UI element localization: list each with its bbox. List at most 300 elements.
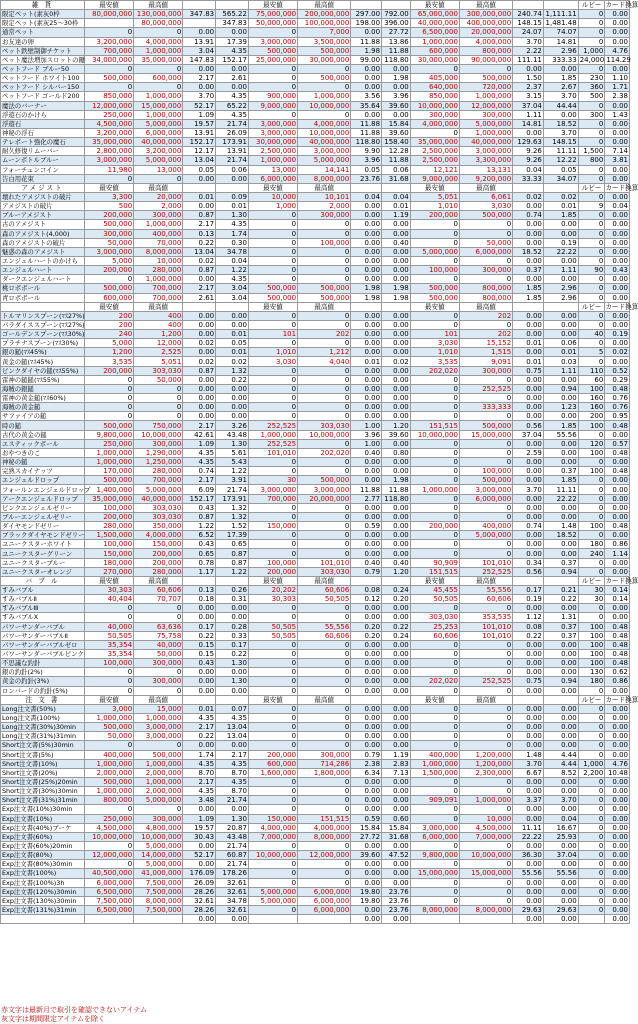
value-cell: 0.00: [351, 878, 382, 887]
item-row: [1, 823, 630, 832]
value-cell: 0: [459, 841, 512, 850]
value-cell: 10,000,000: [248, 851, 297, 860]
value-cell: 0.00: [351, 841, 382, 850]
value-cell: 0: [248, 613, 297, 622]
value-cell: 44.44: [543, 101, 578, 110]
value-cell: 10,000,000: [134, 832, 183, 841]
value-cell: 0: [85, 275, 134, 284]
column-header: 最高値: [459, 1, 512, 10]
value-cell: 34.78: [216, 896, 249, 905]
value-cell: 0: [410, 723, 459, 732]
value-cell: 0.33: [216, 631, 249, 640]
value-cell: 2.77: [351, 494, 382, 503]
value-cell: 0.00: [543, 787, 578, 796]
value-cell: 0: [578, 10, 605, 19]
value-cell: 1,000,000: [410, 37, 459, 46]
value-cell: 0.00: [382, 311, 411, 320]
blank-cell: [382, 302, 411, 311]
value-cell: 158.40: [382, 138, 411, 147]
value-cell: 0.79: [351, 750, 382, 759]
value-cell: 400: [134, 311, 183, 320]
value-cell: 180: [578, 677, 605, 686]
value-cell: 3,500,000: [298, 37, 351, 46]
value-cell: 0.01: [382, 202, 411, 211]
value-cell: 700,000: [134, 476, 183, 485]
item-row: [1, 787, 630, 796]
value-cell: 0.00: [543, 896, 578, 905]
value-cell: 0: [578, 192, 605, 201]
value-cell: 100,000: [248, 558, 297, 567]
value-cell: 360: [578, 83, 605, 92]
value-cell: 250,000: [85, 439, 134, 448]
value-cell: 6,000,000: [298, 905, 351, 914]
value-cell: 0.00: [605, 485, 630, 494]
value-cell: 3,200,000: [134, 147, 183, 156]
value-cell: 0.00: [605, 192, 630, 201]
value-cell: 202: [298, 330, 351, 339]
value-cell: 1,200,000: [459, 759, 512, 768]
value-cell: 12.22: [543, 156, 578, 165]
value-cell: 0.56: [513, 421, 544, 430]
value-cell: 0.00: [382, 503, 411, 512]
value-cell: 0.00: [183, 174, 216, 183]
value-cell: 0.00: [513, 896, 544, 905]
value-cell: 1.85: [543, 421, 578, 430]
column-header: 最安値: [410, 302, 459, 311]
value-cell: 21.74: [216, 485, 249, 494]
value-cell: 40,000,000: [459, 138, 512, 147]
value-cell: 1,000,000: [134, 110, 183, 119]
value-cell: 0: [298, 787, 351, 796]
item-name: 時の鎚: [1, 421, 85, 430]
value-cell: 1.20: [382, 567, 411, 576]
value-cell: 15.84: [351, 823, 382, 832]
value-cell: 0.00: [605, 796, 630, 805]
item-name: ペットフード シルバー150: [1, 83, 85, 92]
value-cell: 0.00: [351, 659, 382, 668]
value-cell: 0.00: [605, 339, 630, 348]
value-cell: 0.22: [543, 595, 578, 604]
value-cell: 148.15: [543, 138, 578, 147]
value-cell: 0: [578, 805, 605, 814]
value-cell: 3.91: [216, 476, 249, 485]
value-cell: 4.44: [543, 750, 578, 759]
value-cell: 39.60: [351, 851, 382, 860]
item-row: [1, 640, 630, 649]
column-header: ルビー: [578, 576, 605, 585]
value-cell: 50,000: [134, 375, 183, 384]
value-cell: 3,300,000: [459, 156, 512, 165]
value-cell: 0: [248, 412, 297, 421]
value-cell: 0: [578, 119, 605, 128]
value-cell: 0: [134, 64, 183, 73]
item-name: 不思議な釣針: [1, 659, 85, 668]
value-cell: 3.26: [216, 421, 249, 430]
value-cell: 0: [298, 522, 351, 531]
value-cell: 90,909: [410, 558, 459, 567]
value-cell: 8,000,000: [298, 174, 351, 183]
value-cell: 0: [248, 549, 297, 558]
value-cell: 12,000: [134, 339, 183, 348]
value-cell: 6,061: [459, 192, 512, 201]
value-cell: 400,000: [410, 750, 459, 759]
value-cell: 0.00: [605, 713, 630, 722]
value-cell: 2.96: [543, 293, 578, 302]
value-cell: 0.09: [216, 192, 249, 201]
value-cell: 0: [410, 713, 459, 722]
value-cell: 0.00: [605, 119, 630, 128]
item-name: Exp注文書(80%): [1, 851, 85, 860]
value-cell: 0.00: [351, 686, 382, 695]
value-cell: 0.04: [513, 165, 544, 174]
value-cell: 900,000: [248, 92, 297, 101]
item-name: Exp注文書(131%)31min: [1, 905, 85, 914]
column-header: 最安値: [248, 576, 297, 585]
value-cell: 0.00: [183, 412, 216, 421]
value-cell: 0: [459, 668, 512, 677]
value-cell: 0: [410, 732, 459, 741]
value-cell: 5: [578, 348, 605, 357]
item-name: パワーサンダーバブル: [1, 622, 85, 631]
value-cell: 1,500: [578, 147, 605, 156]
column-header: 最安値: [248, 1, 297, 10]
blank-cell: [183, 302, 216, 311]
value-cell: 0.00: [513, 403, 544, 412]
value-cell: 0: [248, 320, 297, 329]
value-cell: 1,000,000: [85, 458, 134, 467]
value-cell: 130,000,000: [134, 10, 183, 19]
value-cell: 350,000: [134, 522, 183, 531]
value-cell: 0.00: [183, 604, 216, 613]
value-cell: 0.00: [605, 64, 630, 73]
value-cell: 118.80: [351, 138, 382, 147]
value-cell: 0.00: [351, 220, 382, 229]
value-cell: 0: [410, 540, 459, 549]
value-cell: 3,000,000: [298, 147, 351, 156]
value-cell: 0.00: [351, 640, 382, 649]
item-row: [1, 37, 630, 46]
value-cell: 0.00: [351, 796, 382, 805]
value-cell: 0.04: [605, 202, 630, 211]
value-cell: 400: [134, 320, 183, 329]
value-cell: 70,707: [134, 595, 183, 604]
value-cell: 0.00: [351, 613, 382, 622]
value-cell: 100,000: [459, 467, 512, 476]
value-cell: 0: [248, 467, 297, 476]
value-cell: [298, 915, 351, 924]
item-row: [1, 558, 630, 567]
value-cell: 13,131: [459, 165, 512, 174]
value-cell: 4.35: [216, 713, 249, 722]
column-header: 最安値: [410, 183, 459, 192]
blank-cell: [216, 183, 249, 192]
item-row: [1, 915, 630, 924]
value-cell: 1,000: [578, 46, 605, 55]
value-cell: 4,000,000: [134, 531, 183, 540]
value-cell: 0.74: [183, 467, 216, 476]
value-cell: 202,020: [298, 448, 351, 457]
value-cell: [85, 19, 134, 28]
blank-cell: [216, 1, 249, 10]
value-cell: 6.67: [513, 768, 544, 777]
value-cell: 0.00: [382, 384, 411, 393]
value-cell: 0: [85, 403, 134, 412]
value-cell: 0.00: [351, 531, 382, 540]
item-name: ペットフード ゴールド200: [1, 92, 85, 101]
value-cell: 0.00: [216, 613, 249, 622]
value-cell: 0.22: [382, 622, 411, 631]
value-cell: 0: [85, 28, 134, 37]
item-name: すみバブル: [1, 586, 85, 595]
value-cell: 27.72: [351, 832, 382, 841]
value-cell: 0.00: [605, 458, 630, 467]
value-cell: 41,000,000: [134, 869, 183, 878]
value-cell: 0.22: [513, 631, 544, 640]
item-row: [1, 677, 630, 686]
value-cell: 300,000: [134, 659, 183, 668]
value-cell: 1.10: [605, 74, 630, 83]
value-cell: 60,606: [134, 586, 183, 595]
value-cell: 0.00: [543, 512, 578, 521]
value-cell: 0: [459, 275, 512, 284]
value-cell: 0.00: [183, 860, 216, 869]
value-cell: 0.07: [216, 704, 249, 713]
value-cell: 0.00: [605, 704, 630, 713]
value-cell: 45,455: [410, 586, 459, 595]
value-cell: 0.00: [513, 723, 544, 732]
value-cell: 0: [410, 512, 459, 521]
value-cell: 800,000: [85, 796, 134, 805]
value-cell: 500,000: [85, 723, 134, 732]
value-cell: 2,500,000: [248, 147, 297, 156]
item-row: [1, 266, 630, 275]
item-row: [1, 531, 630, 540]
value-cell: 0: [248, 732, 297, 741]
value-cell: 0: [298, 805, 351, 814]
value-cell: 0.00: [351, 375, 382, 384]
value-cell: 0.74: [513, 211, 544, 220]
value-cell: 0: [578, 887, 605, 896]
value-cell: 0.00: [543, 448, 578, 457]
value-cell: 0: [248, 777, 297, 786]
value-cell: 0.00: [605, 604, 630, 613]
value-cell: 0.00: [216, 805, 249, 814]
value-cell: 3.04: [183, 46, 216, 55]
value-cell: 0: [248, 686, 297, 695]
item-row: [1, 55, 630, 64]
value-cell: 35,000,000: [410, 138, 459, 147]
item-name: Short注文書(30%)30min: [1, 787, 85, 796]
value-cell: 0.00: [351, 238, 382, 247]
value-cell: 10,000,000: [459, 851, 512, 860]
item-row: [1, 211, 630, 220]
value-cell: 500,000: [248, 293, 297, 302]
value-cell: 150,000: [248, 814, 297, 823]
blank-cell: [183, 183, 216, 192]
value-cell: 0: [578, 128, 605, 137]
value-cell: 1.14: [605, 549, 630, 558]
value-cell: 0.00: [351, 869, 382, 878]
value-cell: 65,000,000: [410, 10, 459, 19]
value-cell: 2,200: [578, 768, 605, 777]
value-cell: 5.61: [216, 448, 249, 457]
value-cell: 2.17: [183, 74, 216, 83]
value-cell: 0: [85, 686, 134, 695]
value-cell: 2,000,000: [134, 787, 183, 796]
item-name: Exp注文書(60%)20min: [1, 841, 85, 850]
value-cell: 0.20: [382, 595, 411, 604]
value-cell: 70,000: [134, 238, 183, 247]
blank-cell: [513, 302, 544, 311]
value-cell: 0.00: [513, 476, 544, 485]
value-cell: 3,000,000: [85, 156, 134, 165]
value-cell: 10,000,000: [298, 430, 351, 439]
item-row: [1, 366, 630, 375]
blank-cell: [183, 1, 216, 10]
item-name: フォールンエンジェルドロップ: [2, 485, 91, 494]
value-cell: 29.63: [513, 905, 544, 914]
item-row: [1, 750, 630, 759]
value-cell: 3.37: [513, 796, 544, 805]
item-name: エンジェルドロップ: [1, 476, 85, 485]
value-cell: 0.12: [351, 595, 382, 604]
item-row: [1, 869, 630, 878]
value-cell: 0.00: [605, 238, 630, 247]
value-cell: 0.00: [183, 394, 216, 403]
value-cell: 0.00: [382, 723, 411, 732]
value-cell: 0: [410, 896, 459, 905]
value-cell: 0.00: [605, 750, 630, 759]
value-cell: 0.00: [351, 64, 382, 73]
value-cell: 100: [578, 640, 605, 649]
value-cell: 0: [298, 668, 351, 677]
value-cell: 0.43: [605, 266, 630, 275]
value-cell: [85, 915, 134, 924]
value-cell: 0: [459, 686, 512, 695]
value-cell: 0: [248, 339, 297, 348]
value-cell: 0: [298, 704, 351, 713]
value-cell: 0.05: [216, 339, 249, 348]
value-cell: 500,000: [459, 74, 512, 83]
value-cell: 5,000: [85, 339, 134, 348]
section-header-row: [1, 302, 630, 311]
item-row: [1, 28, 630, 37]
value-cell: 600,000: [85, 293, 134, 302]
value-cell: 0: [248, 403, 297, 412]
value-cell: 4,000,000: [298, 823, 351, 832]
value-cell: 0.02: [183, 339, 216, 348]
value-cell: 7,500,000: [134, 878, 183, 887]
value-cell: 300,000: [298, 211, 351, 220]
value-cell: 60.87: [216, 851, 249, 860]
value-cell: 75,000,000: [248, 10, 297, 19]
value-cell: 0.00: [543, 458, 578, 467]
value-cell: 0.00: [543, 330, 578, 339]
item-name: 黄金の鎚(ﾏｽ45%): [1, 357, 85, 366]
value-cell: 0: [298, 659, 351, 668]
value-cell: 0: [298, 439, 351, 448]
value-cell: 43.48: [216, 832, 249, 841]
value-cell: 2.67: [543, 83, 578, 92]
value-cell: 700,000: [134, 293, 183, 302]
value-cell: 35,354: [85, 640, 134, 649]
value-cell: 0: [578, 476, 605, 485]
value-cell: 0.00: [543, 741, 578, 750]
value-cell: 0.00: [605, 887, 630, 896]
column-header: 最安値: [85, 1, 134, 10]
value-cell: 0.00: [351, 723, 382, 732]
value-cell: 101,010: [248, 448, 297, 457]
value-cell: 0.04: [216, 256, 249, 265]
value-cell: 0.28: [216, 622, 249, 631]
item-name: Short注文書(10%): [1, 759, 85, 768]
value-cell: 14.81: [543, 37, 578, 46]
value-cell: 1.74: [216, 229, 249, 238]
item-name: ユニークスターブルー: [1, 558, 85, 567]
value-cell: 0.48: [605, 649, 630, 658]
value-cell: 0.20: [351, 622, 382, 631]
value-cell: 0: [410, 659, 459, 668]
value-cell: 4.35: [183, 458, 216, 467]
value-cell: 37.04: [513, 101, 544, 110]
item-row: [1, 759, 630, 768]
value-cell: 0.24: [382, 586, 411, 595]
value-cell: 3,000,000: [410, 823, 459, 832]
blank-cell: [543, 302, 578, 311]
item-row: [1, 138, 630, 147]
value-cell: 1,010: [410, 348, 459, 357]
value-cell: 250,000: [85, 110, 134, 119]
value-cell: 0: [248, 311, 297, 320]
value-cell: 0.00: [216, 384, 249, 393]
value-cell: 50,505: [298, 595, 351, 604]
value-cell: 0.00: [513, 814, 544, 823]
item-row: [1, 896, 630, 905]
value-cell: 6.52: [183, 531, 216, 540]
value-cell: 0.00: [513, 220, 544, 229]
value-cell: 10,000,000: [134, 430, 183, 439]
value-cell: 0: [298, 503, 351, 512]
value-cell: 0: [134, 384, 183, 393]
item-row: [1, 375, 630, 384]
item-name: ダークエンジェルハート: [1, 275, 85, 284]
value-cell: 0: [410, 412, 459, 421]
value-cell: 101,010: [298, 558, 351, 567]
value-cell: 12,000,000: [459, 101, 512, 110]
value-cell: 1.48: [543, 522, 578, 531]
value-cell: 0.00: [382, 604, 411, 613]
value-cell: 1.19: [382, 211, 411, 220]
value-cell: 23.76: [382, 905, 411, 914]
item-row: [1, 83, 630, 92]
value-cell: 0.00: [543, 649, 578, 658]
item-name: Long注文書(31%)31min: [1, 732, 85, 741]
blank-cell: [543, 183, 578, 192]
value-cell: 25.93: [543, 832, 578, 841]
item-row: [1, 293, 630, 302]
value-cell: 1.22: [216, 567, 249, 576]
value-cell: 12,000,000: [85, 101, 134, 110]
value-cell: 0: [85, 375, 134, 384]
value-cell: 0: [298, 320, 351, 329]
value-cell: 15,000,000: [459, 869, 512, 878]
value-cell: 0.00: [543, 320, 578, 329]
value-cell: 25,000,000: [248, 55, 297, 64]
blank-cell: [513, 576, 544, 585]
value-cell: 0.00: [605, 732, 630, 741]
value-cell: 0: [410, 741, 459, 750]
value-cell: 0.20: [351, 631, 382, 640]
